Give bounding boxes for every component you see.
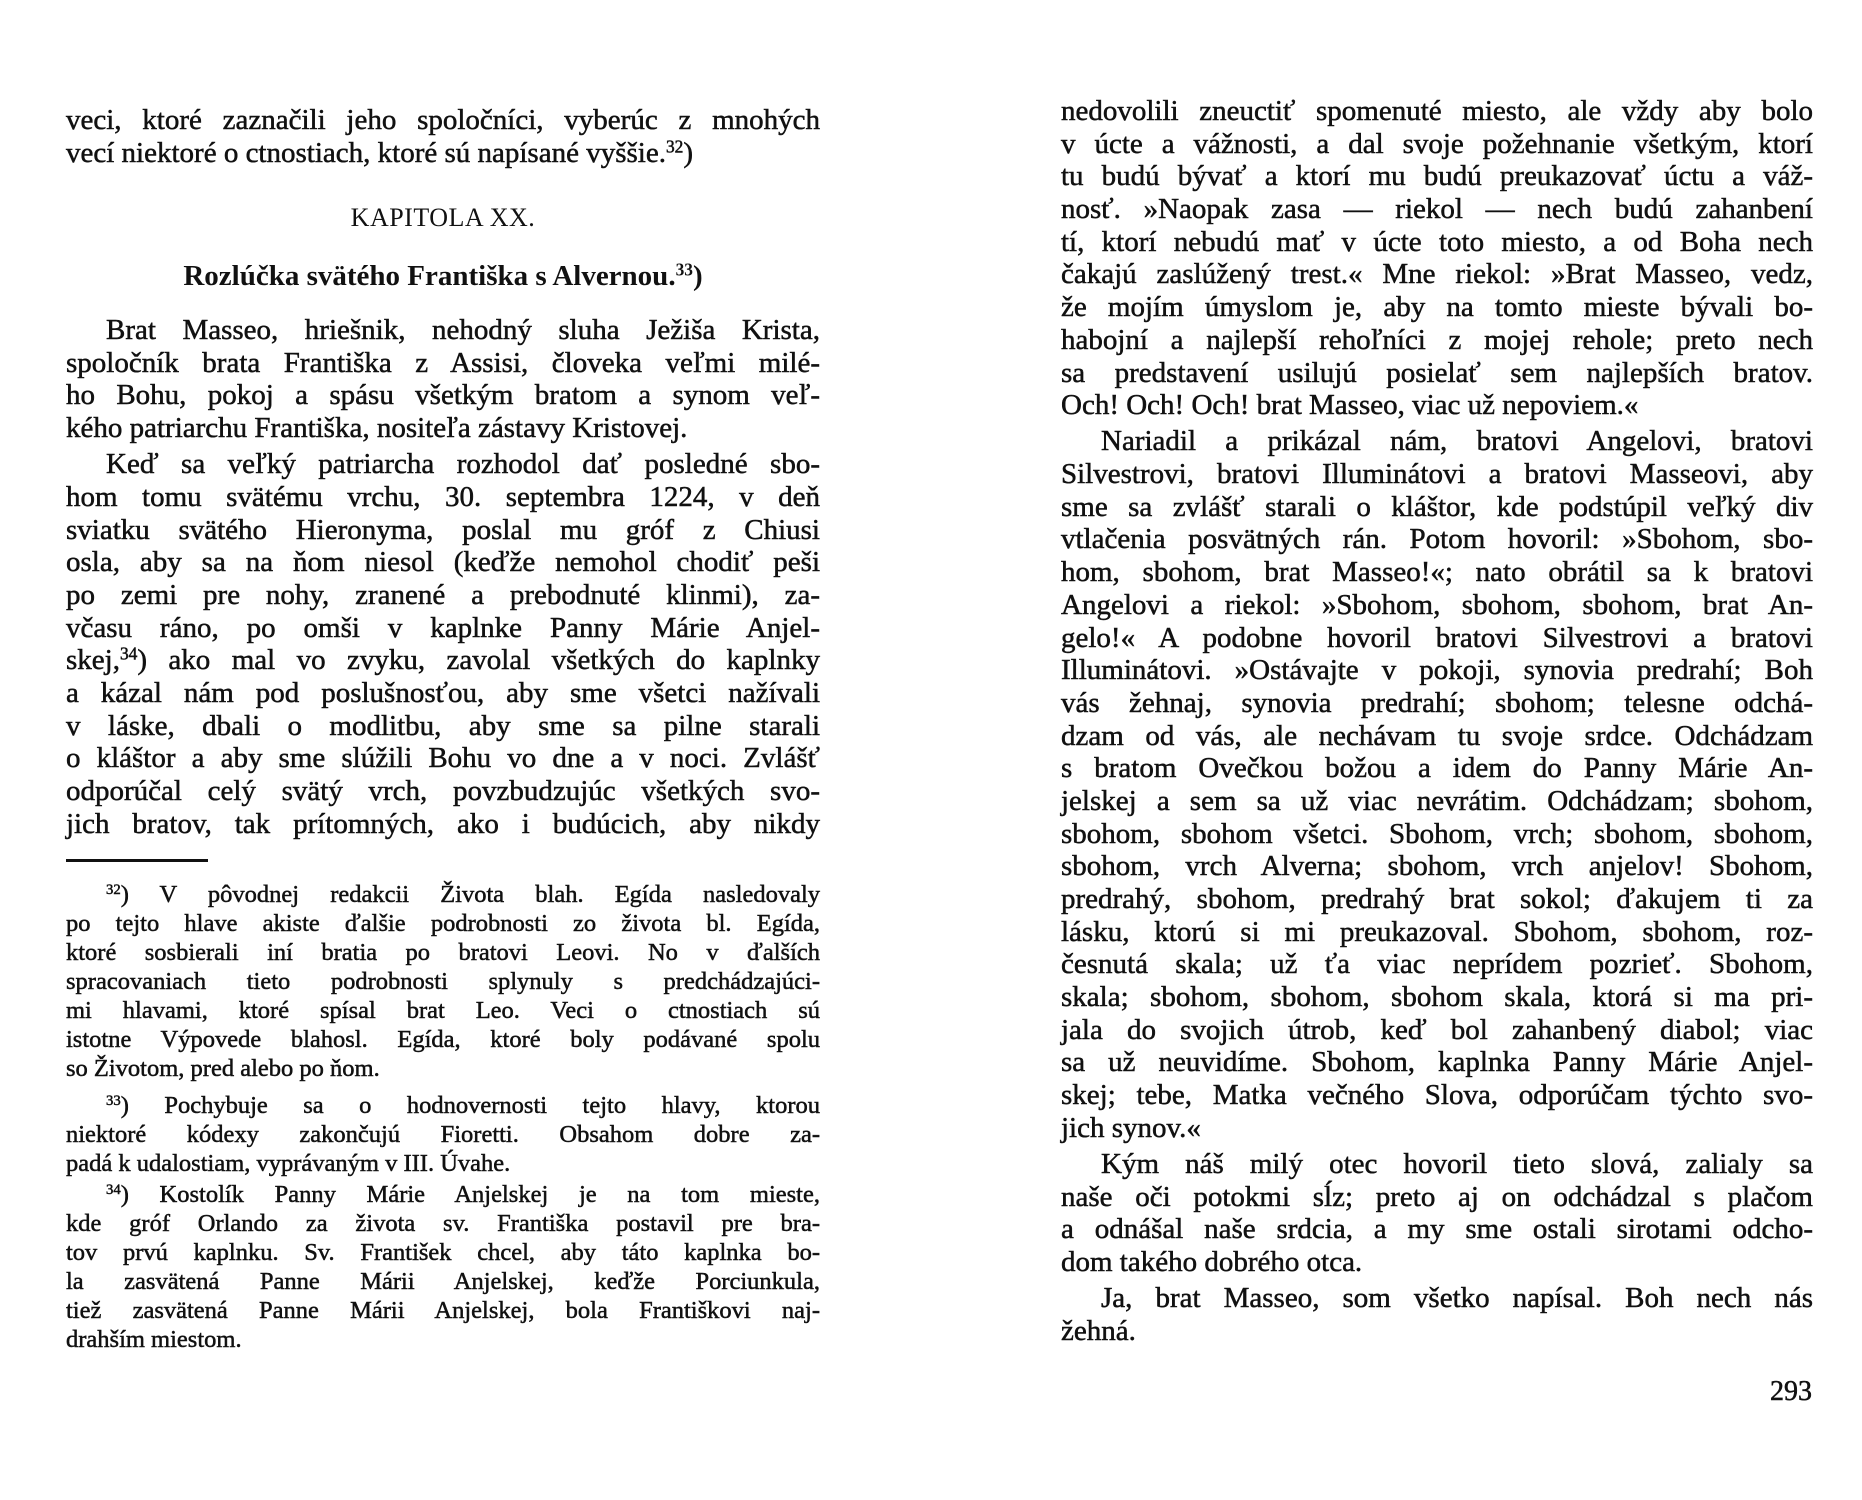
text-line [1061, 226, 1813, 259]
line-text: ) ako mal vo zvyku, zavolal všetkých do kaplnky [137, 644, 820, 677]
footnote [66, 1091, 820, 1178]
page-number: 293 [1770, 1376, 1812, 1407]
text-line [66, 677, 820, 710]
line-text: Silvestrovi, bratovi Illuminátovi a bratovi Masseovi, aby [1061, 458, 1813, 491]
line-text: gelo!« A podobne hovoril bratovi Silvestrovi a bratovi [1061, 621, 1813, 654]
text-line [66, 514, 820, 547]
footnote-line [66, 996, 820, 1025]
footnote-line [66, 1025, 820, 1054]
line-text: Keď sa veľký patriarcha rozhodol dať posledné sbo- [106, 448, 820, 481]
footnote-ref: 33 [675, 259, 693, 280]
line-text: dzam od vás, ale nechávam tu svoje srdce. Odchádzam [1061, 719, 1813, 752]
line-text: Nariadil a prikázal nám, bratovi Angelovi, bratovi [1101, 425, 1813, 458]
footnote-line [66, 1149, 820, 1178]
line-text: Illuminátovi. »Ostávajte v pokoji, synovia predrahí; Boh [1061, 654, 1813, 687]
text-line [1061, 752, 1813, 785]
text-line [1061, 291, 1813, 324]
footnote-text: tiež zasvätená Panne Márii Anjelskej, bola Františkovi naj- [66, 1297, 820, 1324]
chapter-label: KAPITOLA XX. [350, 203, 536, 232]
line-text: predrahý, sbohom, predrahý brat sokol; ďakujem ti za [1061, 883, 1813, 915]
line-text: kého patriarchu Františka, nositeľa zástavy Kristovej. [66, 412, 688, 445]
chapter-title [66, 260, 820, 293]
footnote-text: Pochybuje sa o hodnovernosti tejto hlavy, ktorou [164, 1092, 820, 1119]
text-line [1061, 981, 1813, 1014]
line-text: nedovolili zneuctiť spomenuté miesto, ale vždy aby bolo [1061, 95, 1813, 127]
line-text: čakajú zaslúžený trest.« Mne riekol: »Brat Masseo, vedz, [1061, 258, 1813, 291]
footnote [66, 1180, 820, 1354]
line-text: s bratom Ovečkou božou a idem do Panny Márie An- [1061, 752, 1813, 785]
text-line [66, 546, 820, 579]
paragraph [66, 314, 820, 445]
footnote-text: la zasvätená Panne Márii Anjelskej, keďže Porciunkula, [66, 1268, 820, 1295]
footnote-line: $^{33}$) Pochybuje sa o hodnovernosti tejto hlavy, ktorou [106, 1092, 820, 1119]
carryover-text [66, 104, 820, 169]
footnote-mark: 33 [106, 1092, 121, 1109]
line-text: jich bratov, tak prítomných, ako i budúcich, aby nikdy [66, 807, 820, 840]
line-text: Kým náš milý otec hovoril tieto slová, zalialy sa [1101, 1148, 1813, 1180]
text-line [1061, 1148, 1813, 1181]
text-line [1061, 1046, 1813, 1079]
text-line [66, 612, 820, 645]
text-line [1061, 1181, 1813, 1214]
line-text: skej; tebe, Matka večného Slova, odporúčam týchto svo- [1061, 1079, 1813, 1112]
line-text: sa predstavení usilujú posielať sem najlepších bratov. [1061, 356, 1813, 389]
line-text: veci, ktoré zaznačili jeho spoločníci, vyberúc z mnohých [66, 104, 820, 136]
text-line [1061, 1014, 1813, 1047]
footnote-line [66, 1325, 820, 1354]
footnote-text: tov prvú kaplnku. Sv. František chcel, aby táto kaplnka bo- [66, 1239, 820, 1266]
line-text: o kláštor a aby sme slúžili Bohu vo dne a v noci. Zvlášť [66, 742, 820, 775]
text-line [66, 710, 820, 743]
footnote-text: V pôvodnej redakcii Života blah. Egída nasledovaly [159, 881, 820, 908]
footnote-separator [66, 859, 208, 862]
footnote-line: $^{32}$) V pôvodnej redakcii Života blah. Egída nasledovaly [106, 881, 820, 908]
footnote-ref: 34 [119, 643, 138, 664]
line-text: česnutá skala; už ťa viac neprídem pozrieť. Sbohom, [1061, 948, 1813, 981]
text-line [1061, 622, 1813, 655]
line-text: sbohom, sbohom všetci. Sbohom, vrch; sbohom, sbohom, [1061, 817, 1813, 850]
line-text: dom takého dobrého otca. [1061, 1246, 1363, 1279]
text-line [1061, 95, 1813, 128]
footnote-line [66, 1296, 820, 1325]
text-line [1061, 720, 1813, 753]
line-text: nosť. »Naopak zasa — riekol — nech budú zahanbení [1061, 193, 1813, 226]
text-line [1061, 687, 1813, 720]
text-line [1061, 1282, 1813, 1315]
line-text: skala; sbohom, sbohom, sbohom skala, ktorá si ma pri- [1061, 981, 1813, 1014]
paragraph [1061, 425, 1813, 1144]
text-line [66, 347, 820, 380]
line-text: vecí niektoré o ctnostiach, ktoré sú napísané vyššie. [66, 136, 666, 169]
text-line [1061, 556, 1813, 589]
paragraph [66, 448, 820, 840]
text-line [1061, 1112, 1813, 1145]
footnote-line [66, 1209, 820, 1238]
footnote-line [66, 967, 820, 996]
footnote [66, 880, 820, 1083]
line-text: sme sa zvlášť starali o kláštor, kde podstúpil veľký div [1061, 490, 1813, 523]
paragraph [1061, 95, 1813, 422]
footnote-line [66, 1267, 820, 1296]
line-text: a kázal nám pod poslušnosťou, aby sme všetci nažívali [66, 677, 820, 710]
text-line [1061, 160, 1813, 193]
text-line [66, 412, 820, 445]
text-line [1061, 818, 1813, 851]
line-text: Angelovi a riekol: »Sbohom, sbohom, sbohom, brat An- [1061, 588, 1813, 621]
line-text: odporúčal celý svätý vrch, povzbudzujúc všetkých svo- [66, 775, 820, 808]
line-text: v úcte a vážnosti, a dal svoje požehnanie všetkým, ktorí [1061, 127, 1813, 160]
line-text: že mojím úmyslom je, aby na tomto mieste bývali bo- [1061, 291, 1813, 324]
text-line [66, 481, 820, 514]
text-line [66, 448, 820, 481]
line-text: sa už neuvidíme. Sbohom, kaplnka Panny Márie Anjel- [1061, 1046, 1813, 1079]
text-line [1061, 948, 1813, 981]
text-line [66, 644, 820, 677]
text-line [1061, 850, 1813, 883]
line-text: vás žehnaj, synovia predrahí; sbohom; telesne odchá- [1061, 686, 1813, 719]
line-text: lásku, ktorú si mi preukazoval. Sbohom, sbohom, roz- [1061, 915, 1813, 948]
line-text: sbohom, vrch Alverna; sbohom, vrch anjelov! Sbohom, [1061, 850, 1813, 883]
text-line [1061, 425, 1813, 458]
text-line [66, 742, 820, 775]
line-text: skej, [66, 644, 120, 677]
paragraph [1061, 1148, 1813, 1279]
footnote-text: Kostolík Panny Márie Anjelskej je na tom mieste, [159, 1181, 820, 1208]
text-line [1061, 324, 1813, 357]
line-text: hom, sbohom, brat Masseo!«; nato obrátil sa k bratovi [1061, 556, 1813, 589]
line-text: spoločník brata Františka z Assisi, človeka veľmi milé- [66, 346, 820, 379]
text-line [1061, 258, 1813, 291]
footnote-text: padá k udalostiam, vyprávaným v III. Úvahe. [66, 1150, 511, 1177]
text-line [1061, 128, 1813, 161]
text-line [1061, 1079, 1813, 1112]
text-line [1061, 523, 1813, 556]
text-line [1061, 458, 1813, 491]
line-text: Och! Och! Och! brat Masseo, viac už nepoviem.« [1061, 389, 1639, 422]
footnote-text: spracovaniach tieto podrobnosti splynuly s predchádzajúci- [66, 968, 820, 995]
text-line [66, 137, 820, 170]
footnote-line [66, 938, 820, 967]
footnote-text: ktoré sosbierali iní bratia po bratovi Leovi. No v ďalších [66, 939, 820, 966]
line-text: hom tomu svätému vrchu, 30. septembra 1224, v deň [66, 480, 820, 513]
text-line [1061, 1315, 1813, 1348]
line-text: a odnášal naše srdcia, a my sme ostali sirotami odcho- [1061, 1213, 1813, 1246]
text-line [66, 808, 820, 841]
line-text: jala do svojich útrob, keď bol zahanbený diabol; viac [1061, 1013, 1813, 1046]
text-line [1061, 389, 1813, 422]
text-line [1061, 491, 1813, 524]
text-line [1061, 1213, 1813, 1246]
line-text: jelskej a sem sa už viac nevrátim. Odchádzam; sbohom, [1061, 784, 1813, 817]
footnote-line [66, 909, 820, 938]
footnote-text: istotne Výpovede blahosl. Egída, ktoré boly podávané spolu [66, 1026, 820, 1053]
chapter-body [66, 314, 820, 841]
line-text: žehná. [1061, 1314, 1136, 1347]
footnote-ref: 32 [665, 136, 684, 157]
text-line [1061, 193, 1813, 226]
text-line [1061, 589, 1813, 622]
line-text: sviatku svätého Hieronyma, poslal mu gróf z Chiusi [66, 513, 820, 546]
line-text: Ja, brat Masseo, som všetko napísal. Boh nech nás [1101, 1282, 1813, 1315]
line-text: včasu ráno, po omši v kaplnke Panny Márie Anjel- [66, 611, 820, 644]
line-text: ) [683, 136, 694, 169]
line-text: vtlačenia posvätných rán. Potom hovoril: »Sbohom, sbo- [1061, 523, 1813, 556]
footnote-line [66, 1120, 820, 1149]
footnote-line [66, 1054, 820, 1083]
footnote-line: $^{34}$) Kostolík Panny Márie Anjelskej je na tom mieste, [106, 1181, 820, 1208]
footnote-mark: 32 [106, 881, 121, 898]
footnote-text: niektoré kódexy zakončujú Fioretti. Obsahom dobre za- [66, 1121, 820, 1148]
line-text: tí, ktorí nebudú mať v úcte toto miesto, a od Boha nech [1061, 225, 1813, 258]
footnote-line [66, 1238, 820, 1267]
line-text: tu budú bývať a ktorí mu budú preukazovať úctu a váž- [1061, 160, 1813, 193]
footnote-text: so Životom, pred alebo po ňom. [66, 1055, 380, 1082]
chapter-title-text: Rozlúčka svätého Františka s Alvernou. [183, 260, 676, 292]
line-text: jich synov.« [1061, 1111, 1201, 1144]
line-text: Brat Masseo, hriešnik, nehodný sluha Ježiša Krista, [106, 314, 820, 346]
footnote-mark: 34 [106, 1181, 121, 1198]
line-text: ho Bohu, pokoj a spásu všetkým bratom a synom veľ- [66, 379, 820, 412]
footnote-text: drahším miestom. [66, 1326, 242, 1353]
text-line [66, 104, 820, 137]
footnotes [66, 880, 820, 1354]
text-line [66, 579, 820, 612]
text-line [1061, 916, 1813, 949]
paragraph [1061, 1282, 1813, 1347]
line-text: osla, aby sa na ňom niesol (keďže nemohol chodiť peši [66, 546, 820, 579]
text-line [1061, 785, 1813, 818]
footnote-text: mi hlavami, ktoré spísal brat Leo. Veci o ctnostiach sú [66, 997, 820, 1024]
text-line [1061, 883, 1813, 916]
chapter-body-continued [1061, 95, 1813, 1348]
text-line [66, 314, 820, 347]
footnote-text: po tejto hlave akiste ďalšie podrobnosti zo života bl. Egída, [66, 910, 820, 937]
line-text: po zemi pre nohy, zranené a prebodnuté klinmi), za- [66, 579, 820, 611]
text-line [1061, 357, 1813, 390]
line-text: habojní a najlepší rehoľníci z mojej rehole; preto nech [1061, 323, 1813, 356]
line-text: naše oči potokmi sĺz; preto aj on odchádzal s plačom [1061, 1180, 1813, 1213]
text-line [1061, 654, 1813, 687]
line-text: v láske, dbali o modlitbu, aby sme sa pilne starali [66, 709, 820, 742]
footnote-ref-paren: ) [692, 260, 703, 292]
footnote-text: kde gróf Orlando za života sv. Františka postavil pre bra- [66, 1210, 820, 1237]
text-line [66, 775, 820, 808]
text-line [1061, 1246, 1813, 1279]
text-line [66, 379, 820, 412]
